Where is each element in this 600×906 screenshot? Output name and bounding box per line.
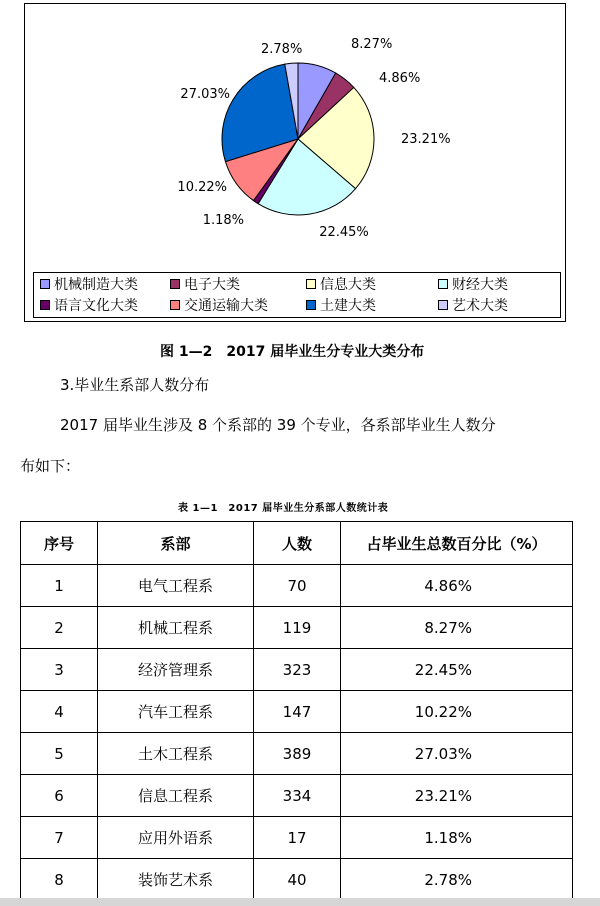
cell-percent: 22.45% [341,649,573,691]
cell-index: 2 [21,607,98,649]
legend-swatch [40,300,50,310]
cell-index: 8 [21,859,98,901]
chart-legend [33,272,561,318]
column-header: 占毕业生总数百分比（%） [341,522,573,565]
legend-item [40,276,138,294]
cell-percent: 8.27% [341,607,573,649]
column-header: 序号 [21,522,98,565]
slice-data-label: 23.21% [401,132,451,147]
legend-swatch [170,300,180,310]
legend-item [40,297,138,315]
cell-percent: 4.86% [341,565,573,607]
cell-count: 323 [254,649,341,691]
legend-swatch [306,279,316,289]
legend-label: 土建大类 [320,298,376,314]
cell-count: 334 [254,775,341,817]
table-row [21,733,573,775]
cell-index: 1 [21,565,98,607]
cell-index: 6 [21,775,98,817]
cell-department: 土木工程系 [98,733,254,775]
legend-swatch [306,300,316,310]
cell-percent: 23.21% [341,775,573,817]
cell-index: 3 [21,649,98,691]
cell-count: 119 [254,607,341,649]
table-row [21,691,573,733]
table-caption: 表 1—1 2017 届毕业生分系部人数统计表 [178,503,389,514]
table-row [21,859,573,901]
cell-count: 389 [254,733,341,775]
cell-department: 汽车工程系 [98,691,254,733]
cell-percent: 2.78% [341,859,573,901]
table-row [21,817,573,859]
legend-swatch [170,279,180,289]
cell-count: 70 [254,565,341,607]
slice-data-label: 27.03% [180,87,230,102]
legend-label: 交通运输大类 [184,298,268,314]
cell-department: 经济管理系 [98,649,254,691]
column-header: 人数 [254,522,341,565]
bottom-strip [0,898,600,906]
figure-caption: 图 1—2 2017 届毕业生分专业大类分布 [160,344,425,360]
legend-label: 机械制造大类 [54,277,138,293]
legend-label: 电子大类 [184,277,240,293]
department-stats-table [20,521,573,901]
cell-department: 装饰艺术系 [98,859,254,901]
cell-percent: 1.18% [341,817,573,859]
table-row [21,775,573,817]
slice-data-label: 10.22% [177,180,227,195]
cell-department: 电气工程系 [98,565,254,607]
cell-percent: 27.03% [341,733,573,775]
legend-label: 艺术大类 [452,298,508,314]
cell-department: 应用外语系 [98,817,254,859]
paragraph-line: 2017 届毕业生涉及 8 个系部的 39 个专业，各系部毕业生人数分 [60,416,496,434]
legend-label: 语言文化大类 [54,298,138,314]
slice-data-label: 22.45% [319,225,369,240]
legend-item [170,276,240,294]
column-header: 系部 [98,522,254,565]
cell-percent: 10.22% [341,691,573,733]
cell-count: 17 [254,817,341,859]
legend-item [438,276,508,294]
cell-index: 5 [21,733,98,775]
cell-department: 信息工程系 [98,775,254,817]
legend-label: 信息大类 [320,277,376,293]
legend-swatch [438,300,448,310]
section-heading: 3.毕业生系部人数分布 [60,376,210,394]
cell-count: 147 [254,691,341,733]
slice-data-label: 4.86% [379,71,421,86]
legend-label: 财经大类 [452,277,508,293]
cell-count: 40 [254,859,341,901]
legend-item [438,297,508,315]
table-header-row [21,522,573,565]
table-row [21,607,573,649]
legend-swatch [438,279,448,289]
slice-data-label: 8.27% [351,37,393,52]
cell-index: 4 [21,691,98,733]
cell-department: 机械工程系 [98,607,254,649]
legend-item [306,297,376,315]
table-row [21,649,573,691]
legend-item [170,297,268,315]
slice-data-label: 2.78% [261,42,303,57]
legend-swatch [40,279,50,289]
slice-data-label: 1.18% [202,213,244,228]
cell-index: 7 [21,817,98,859]
table-row [21,565,573,607]
legend-item [306,276,376,294]
paragraph-line: 布如下： [20,457,81,475]
